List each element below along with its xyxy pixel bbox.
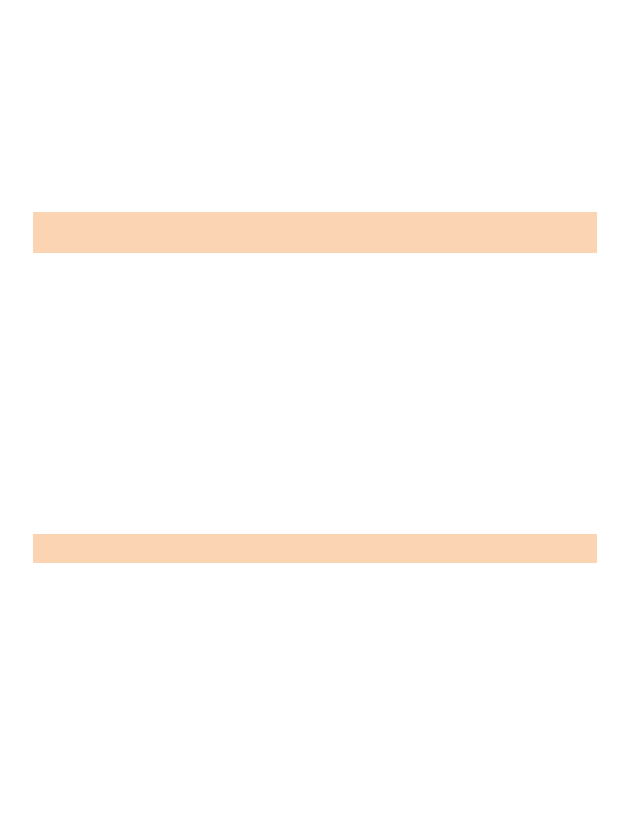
job-role [33,225,597,238]
job-company-row [33,534,597,548]
job-header-google [33,212,597,253]
job-header-lic [33,534,597,563]
job-project [33,238,597,251]
job-company-row [33,212,597,225]
job-role [33,548,597,561]
